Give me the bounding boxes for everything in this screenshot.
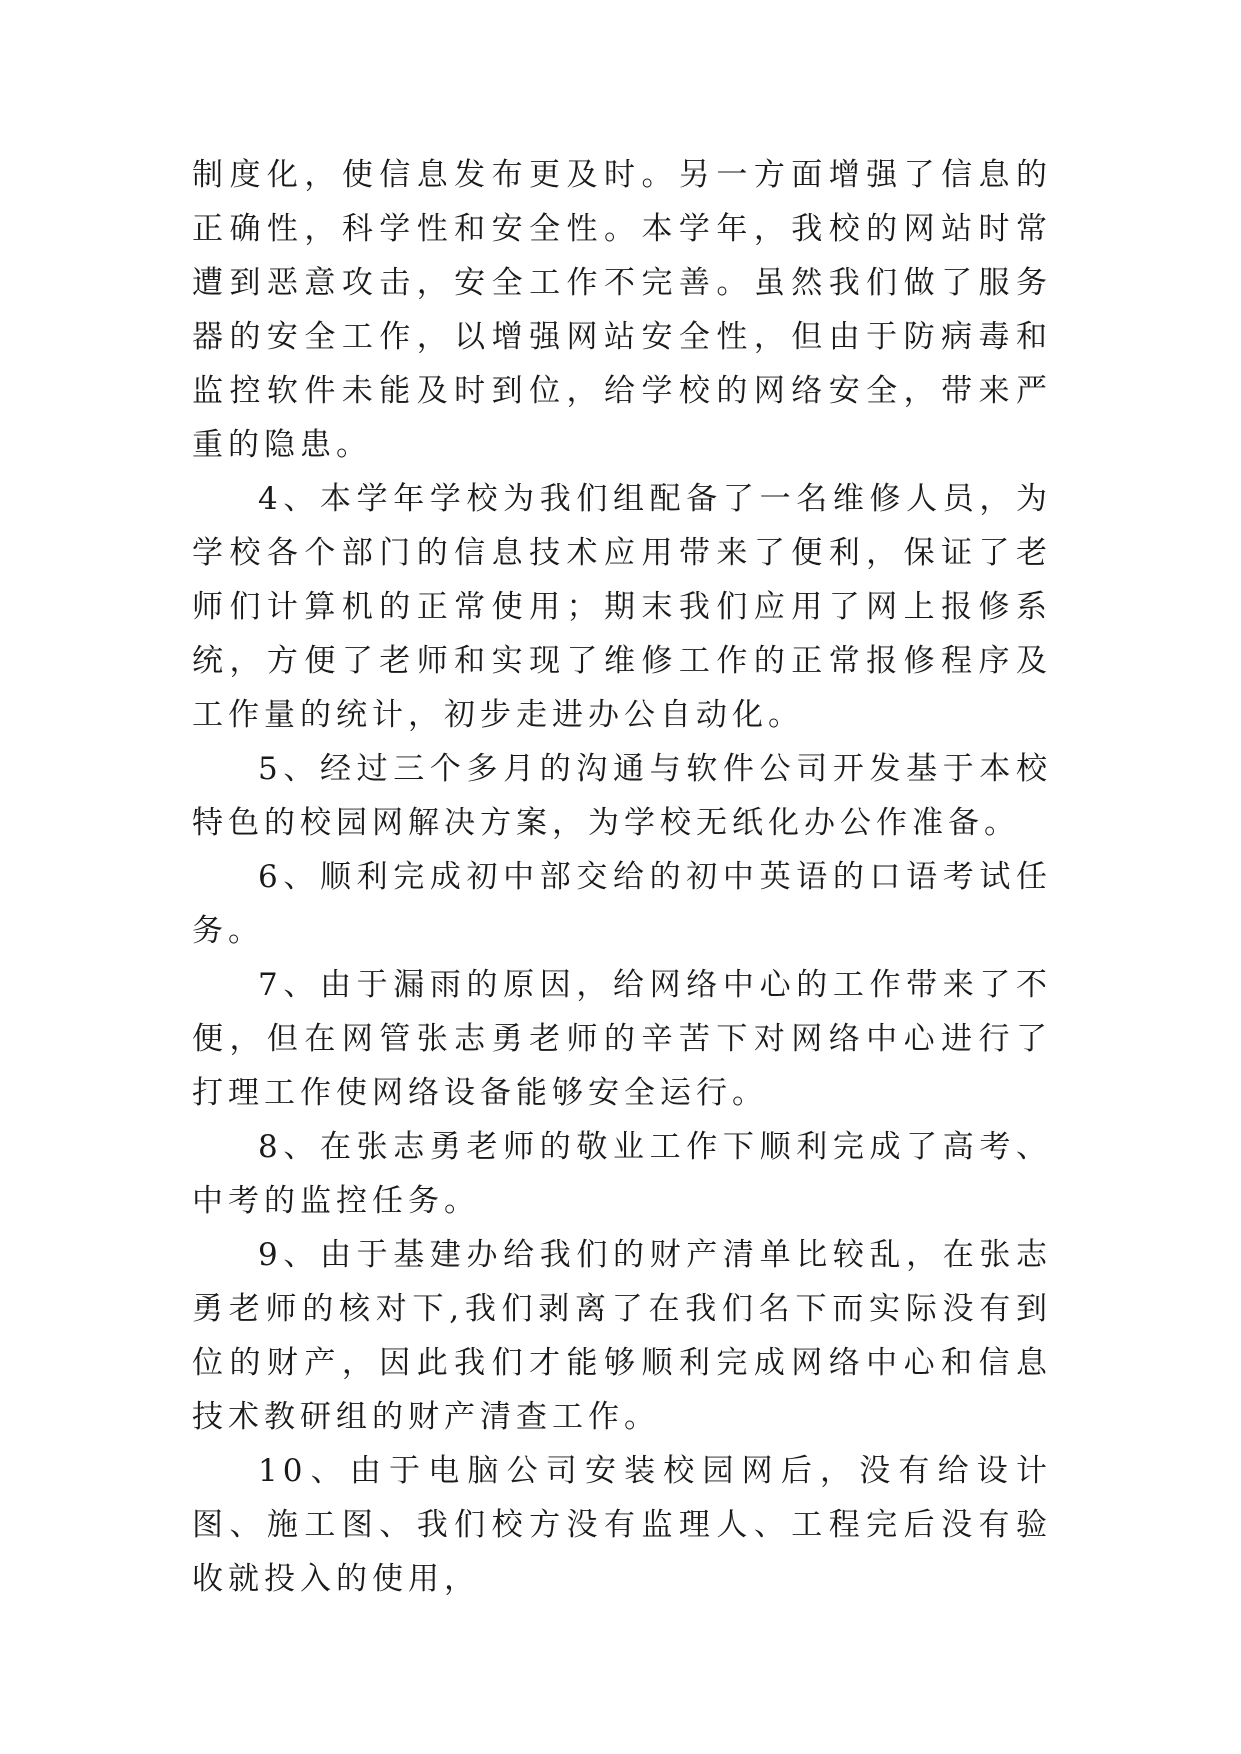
paragraph-item-5: 5、经过三个多月的沟通与软件公司开发基于本校特色的校园网解决方案，为学校无纸化办公作准备。 [192, 751, 1052, 841]
paragraph-continuation: 制度化，使信息发布更及时。另一方面增强了信息的正确性，科学性和安全性。本学年，我校的网站时常遭到恶意攻击，安全工作不完善。虽然我们做了服务器的安全工作，以增强网站安全性，但由于防病毒和监控软件未能及时到位，给学校的网络安全，带来严重的隐患。 [192, 157, 1052, 463]
document-body [192, 148, 1052, 1606]
paragraph-item-7: 7、由于漏雨的原因，给网络中心的工作带来了不便，但在网管张志勇老师的辛苦下对网络中心进行了打理工作使网络设备能够安全运行。 [192, 967, 1052, 1111]
paragraph-item-6: 6、顺利完成初中部交给的初中英语的口语考试任务。 [192, 859, 1052, 949]
paragraph-item-10: 10、由于电脑公司安装校园网后，没有给设计图、施工图、我们校方没有监理人、工程完后没有验收就投入的使用， [192, 1453, 1052, 1597]
paragraph-item-8: 8、在张志勇老师的敬业工作下顺利完成了高考、中考的监控任务。 [192, 1129, 1052, 1219]
paragraph-item-4: 4、本学年学校为我们组配备了一名维修人员，为学校各个部门的信息技术应用带来了便利，保证了老师们计算机的正常使用；期末我们应用了网上报修系统，方便了老师和实现了维修工作的正常报修程序及工作量的统计，初步走进办公自动化。 [192, 481, 1052, 733]
paragraph-item-9: 9、由于基建办给我们的财产清单比较乱，在张志勇老师的核对下,我们剥离了在我们名下而实际没有到位的财产，因此我们才能够顺利完成网络中心和信息技术教研组的财产清查工作。 [192, 1237, 1052, 1435]
